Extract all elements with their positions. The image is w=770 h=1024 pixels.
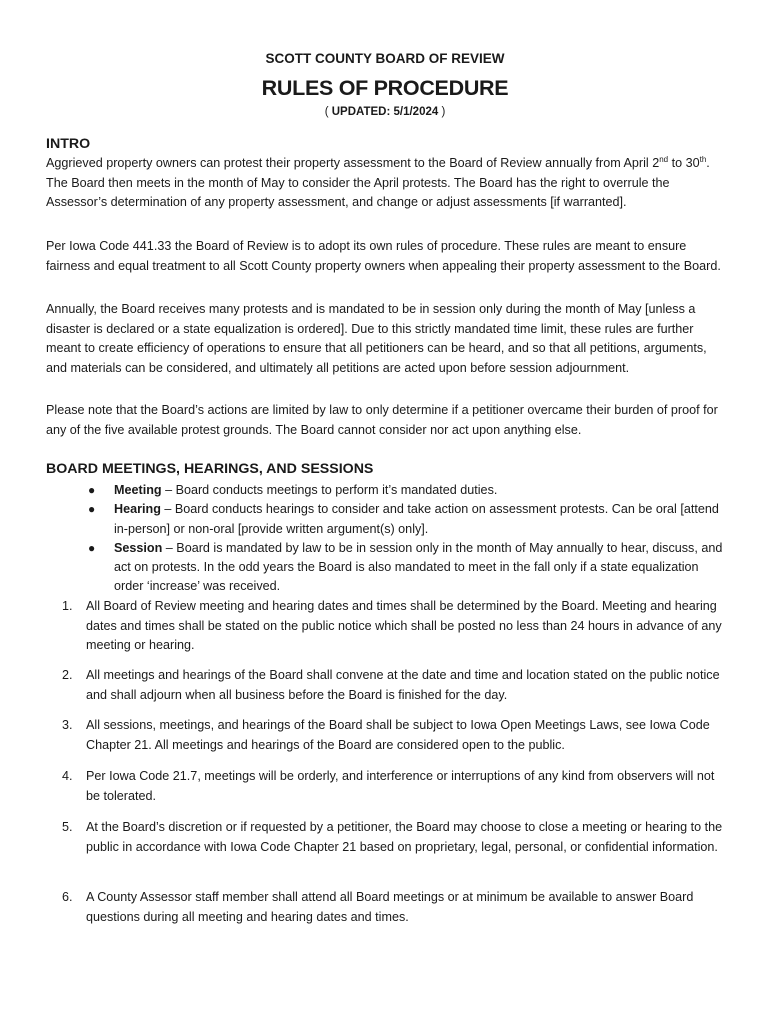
bullet-icon: ● bbox=[88, 540, 96, 555]
superscript-th: th bbox=[699, 154, 707, 164]
rule-number: 4. bbox=[62, 769, 73, 783]
document-title: RULES OF PROCEDURE bbox=[261, 76, 509, 100]
org-title: SCOTT COUNTY BOARD OF REVIEW bbox=[265, 51, 505, 66]
rule-number: 5. bbox=[62, 820, 73, 834]
bullet-icon: ● bbox=[88, 502, 96, 517]
list-item bbox=[88, 500, 728, 539]
updated-close-paren: ) bbox=[438, 106, 446, 118]
rule-text: All sessions, meetings, and hearings of the Board shall be subject to Iowa Open Meetings Laws, see Iowa Code Chapter 21. All meetings and hearings of the Board are considered open to the public. bbox=[86, 718, 710, 752]
intro-p1-part-a: Aggrieved property owners can protest their property assessment to the Board of Review annually from April 2 bbox=[46, 156, 660, 170]
rule-item bbox=[62, 666, 730, 705]
updated-line bbox=[0, 104, 770, 120]
term-label: Meeting bbox=[114, 483, 162, 497]
rule-item bbox=[62, 597, 730, 656]
rule-item bbox=[62, 767, 730, 806]
intro-p1-part-c: . The Board then meets in the month of May to consider the April protests. The Board has the right to overrule the Assessor’s determination of any property assessment, and change or adjust assessments [if warranted]. bbox=[46, 156, 710, 210]
term-label: Session bbox=[114, 540, 163, 555]
updated-open-paren: ( bbox=[324, 106, 332, 118]
list-item bbox=[88, 481, 728, 500]
term-definition: – Board conducts meetings to perform it’s mandated duties. bbox=[161, 483, 498, 497]
definitions-list bbox=[88, 481, 728, 597]
superscript-nd: nd bbox=[659, 154, 669, 164]
bullet-icon: ● bbox=[88, 483, 96, 497]
intro-paragraph-4: Please note that the Board’s actions are limited by law to only determine if a petitioner overcame their burden of proof for any of the five available protest grounds. The Board cannot consider nor act upon anything else. bbox=[46, 403, 718, 437]
rule-text: All meetings and hearings of the Board shall convene at the date and time and location stated on the public notice and shall adjourn when all business before the Board is finished for the day. bbox=[86, 668, 720, 702]
term-definition: – Board conducts hearings to consider and take action on assessment protests. Can be oral [attend in-person] or non-oral [provide written argument(s) only]. bbox=[114, 502, 719, 536]
rule-text: All Board of Review meeting and hearing dates and times shall be determined by the Board. Meeting and hearing dates and times shall be stated on the public notice which shall be posted no less than 24 hours in advance of any meeting or hearing. bbox=[86, 599, 722, 653]
rule-item bbox=[62, 716, 730, 755]
intro-paragraph-1 bbox=[46, 154, 731, 213]
rule-item bbox=[62, 888, 730, 927]
intro-paragraph-2: Per Iowa Code 441.33 the Board of Review is to adopt its own rules of procedure. These rules are meant to ensure fairness and equal treatment to all Scott County property owners when appealing their property assessment to the Board. bbox=[46, 239, 721, 273]
rule-number: 1. bbox=[62, 599, 73, 613]
rule-number: 6. bbox=[62, 890, 73, 904]
term-definition: – Board is mandated by law to be in session only in the month of May annually to hear, discuss, and act on protests. In the odd years the Board is also mandated to meet in the fall only if a state equalization order ‘increase’ was received. bbox=[114, 540, 723, 594]
rule-text: At the Board’s discretion or if requested by a petitioner, the Board may choose to close a meeting or hearing to the public in accordance with Iowa Code Chapter 21 based on proprietary, legal, personal, or confidential information. bbox=[86, 820, 723, 854]
rule-number: 3. bbox=[62, 718, 73, 732]
intro-p1-part-b: to 30 bbox=[668, 156, 700, 170]
intro-paragraph-3: Annually, the Board receives many protests and is mandated to be in session only during the month of May [unless a disaster is declared or a state equalization is ordered]. Due to this strictly mandated time limit, these rules are further meant to create efficiency of operations to ensure that all petitioners can be heard, and so that all petitions, arguments, and materials can be considered, and ultimately all petitions are acted upon before session adjournment. bbox=[46, 302, 707, 375]
rule-text: Per Iowa Code 21.7, meetings will be orderly, and interference or interruptions of any kind from observers will not be tolerated. bbox=[86, 769, 715, 803]
term-label: Hearing bbox=[114, 502, 161, 517]
rule-item bbox=[62, 818, 730, 857]
rule-text: A County Assessor staff member shall attend all Board meetings or at minimum be available to answer Board questions during all meeting and hearing dates and times. bbox=[86, 890, 694, 924]
intro-heading: INTRO bbox=[46, 136, 91, 152]
rule-number: 2. bbox=[62, 668, 73, 682]
list-item bbox=[88, 539, 728, 597]
updated-date: UPDATED: 5/1/2024 bbox=[331, 106, 439, 118]
meetings-heading: BOARD MEETINGS, HEARINGS, AND SESSIONS bbox=[46, 461, 374, 477]
